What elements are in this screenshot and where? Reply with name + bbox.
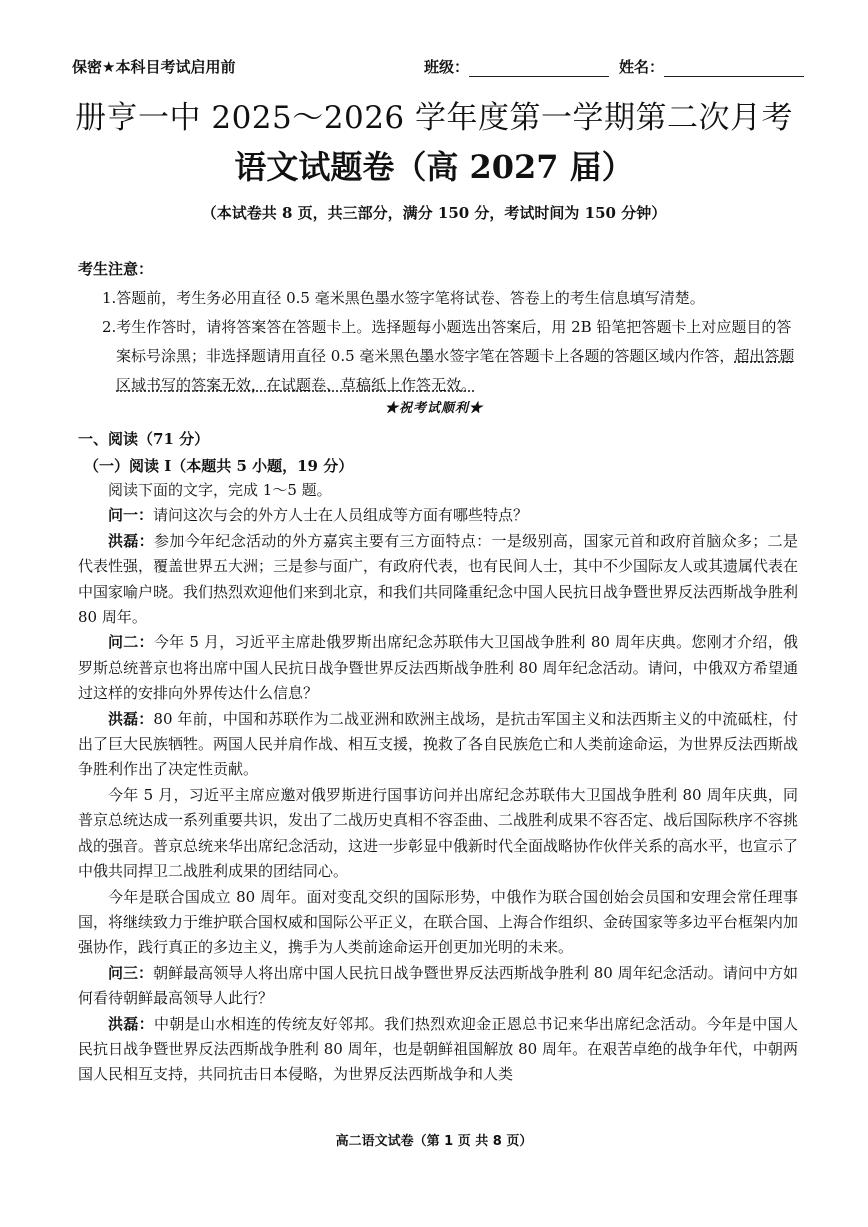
notice-block <box>78 255 798 400</box>
answer-3: 洪磊：中朝是山水相连的传统友好邻邦。我们热烈欢迎金正恩总书记来华出席纪念活动。今年是中国人民抗日战争暨世界反法西斯战争胜利 80 周年，也是朝鲜祖国解放 80 周年。在艰苦卓绝的战争年代，中朝两国人民相互支持，共同抗击日本侵略，为世界反法西斯战争和人类 <box>78 1014 798 1084</box>
subsection-heading: （一）阅读 I（本题共 5 小题，19 分） <box>84 457 354 475</box>
class-label: 班级： <box>423 58 469 76</box>
notice-item-2 <box>78 313 798 400</box>
reading-passage <box>78 478 798 1088</box>
exam-title: 册亨一中 2025～2026 学年度第一学期第二次月考 <box>75 100 793 136</box>
exam-info: （本试卷共 8 页，共三部分，满分 150 分，考试时间为 150 分钟） <box>201 204 667 222</box>
speaker-label: 洪磊： <box>108 531 155 550</box>
name-label: 姓名： <box>618 58 664 76</box>
paragraph: 今年是联合国成立 80 周年。面对变乱交织的国际形势，中俄作为联合国创始会员国和安理会常任理事国，将继续致力于维护联合国权威和国际公平正义，在联合国、上海合作组织、金砖国家等多边平台框架内加强协作，践行真正的多边主义，携手为人类前途命运开创更加光明的未来。 <box>78 887 799 957</box>
speaker-label: 洪磊： <box>108 1014 155 1033</box>
instruction: 阅读下面的文字，完成 1～5 题。 <box>108 481 332 499</box>
class-field[interactable] <box>424 56 609 77</box>
speaker-label: 问一： <box>108 506 154 525</box>
question-1: 问一：请问这次与会的外方人士在人员组成等方面有哪些特点？ <box>108 506 529 525</box>
paragraph: 今年 5 月，习近平主席应邀对俄罗斯进行国事访问并出席纪念苏联伟大卫国战争胜利 80 周年庆典，同普京总统达成一系列重要共识，发出了二战历史真相不容歪曲、二战胜利成果不容否定、战后国际秩序不容挑战的强音。普京总统来华出席纪念活动，这进一步彰显中俄新时代全面战略协作伙伴关系的高水平，也宣示了中俄共同捍卫二战胜利成果的团结同心。 <box>78 785 799 881</box>
paper-title: 语文试题卷（高 2027 届） <box>234 148 634 186</box>
class-blank[interactable] <box>469 60 609 77</box>
page-footer: 高二语文试卷（第 1 页 共 8 页） <box>335 1134 533 1149</box>
question-2: 问二：今年 5 月，习近平主席赴俄罗斯出席纪念苏联伟大卫国战争胜利 80 周年庆典。您刚才介绍，俄罗斯总统普京也将出席中国人民抗日战争暨世界反法西斯战争胜利 80 周年纪念活动。请问，中俄双方希望通过这样的安排向外界传达什么信息？ <box>78 633 798 703</box>
speaker-label: 洪磊： <box>108 709 154 728</box>
exam-header-bar <box>72 56 804 78</box>
speaker-label: 问三： <box>108 963 154 982</box>
speaker-label: 问二： <box>108 633 154 652</box>
question-3: 问三：朝鲜最高领导人将出席中国人民抗日战争暨世界反法西斯战争胜利 80 周年纪念活动。请问中方如何看待朝鲜最高领导人此行？ <box>78 963 798 1008</box>
answer-2: 洪磊：80 年前，中国和苏联作为二战亚洲和欧洲主战场，是抗击军国主义和法西斯主义的中流砥柱，付出了巨大民族牺牲。两国人民并肩作战、相互支援，挽救了各自民族危亡和人类前途命运，为世界反法西斯战争胜利作出了决定性贡献。 <box>78 709 799 779</box>
name-field[interactable] <box>619 56 804 77</box>
student-info-fields <box>424 56 804 77</box>
notice-item-1: 1.答题前，考生务必用直径 0.5 毫米黑色墨水签字笔将试卷、答卷上的考生信息填写清楚。 <box>102 289 705 307</box>
name-blank[interactable] <box>664 60 804 77</box>
good-luck-line: ★祝考试顺利★ <box>384 401 483 416</box>
notice-item-2-emphasis: 超出答题区域书写的答案无效，在试题卷、草稿纸上作答无效。 <box>116 347 795 394</box>
section-heading: 一、阅读（71 分） <box>78 430 210 448</box>
notice-heading: 考生注意： <box>78 260 154 278</box>
confidential-label: 保密★本科目考试启用前 <box>72 58 236 76</box>
answer-1: 洪磊：参加今年纪念活动的外方嘉宾主要有三方面特点：一是级别高，国家元首和政府首脑众多；二是代表性强，覆盖世界五大洲；三是参与面广，有政府代表，也有民间人士，其中不少国际友人或其遗属代表在中国家喻户晓。我们热烈欢迎他们来到北京，和我们共同隆重纪念中国人民抗日战争暨世界反法西斯战争胜利 80 周年。 <box>78 531 799 627</box>
notice-item-2-text: 2.考生作答时，请将答案答在答题卡上。选择题每小题选出答案后，用 2B 铅笔把答题卡上对应题目的答案标号涂黑；非选择题请用直径 0.5 毫米黑色墨水签字笔在答题卡上各题的答题区域内作答， <box>102 318 792 365</box>
